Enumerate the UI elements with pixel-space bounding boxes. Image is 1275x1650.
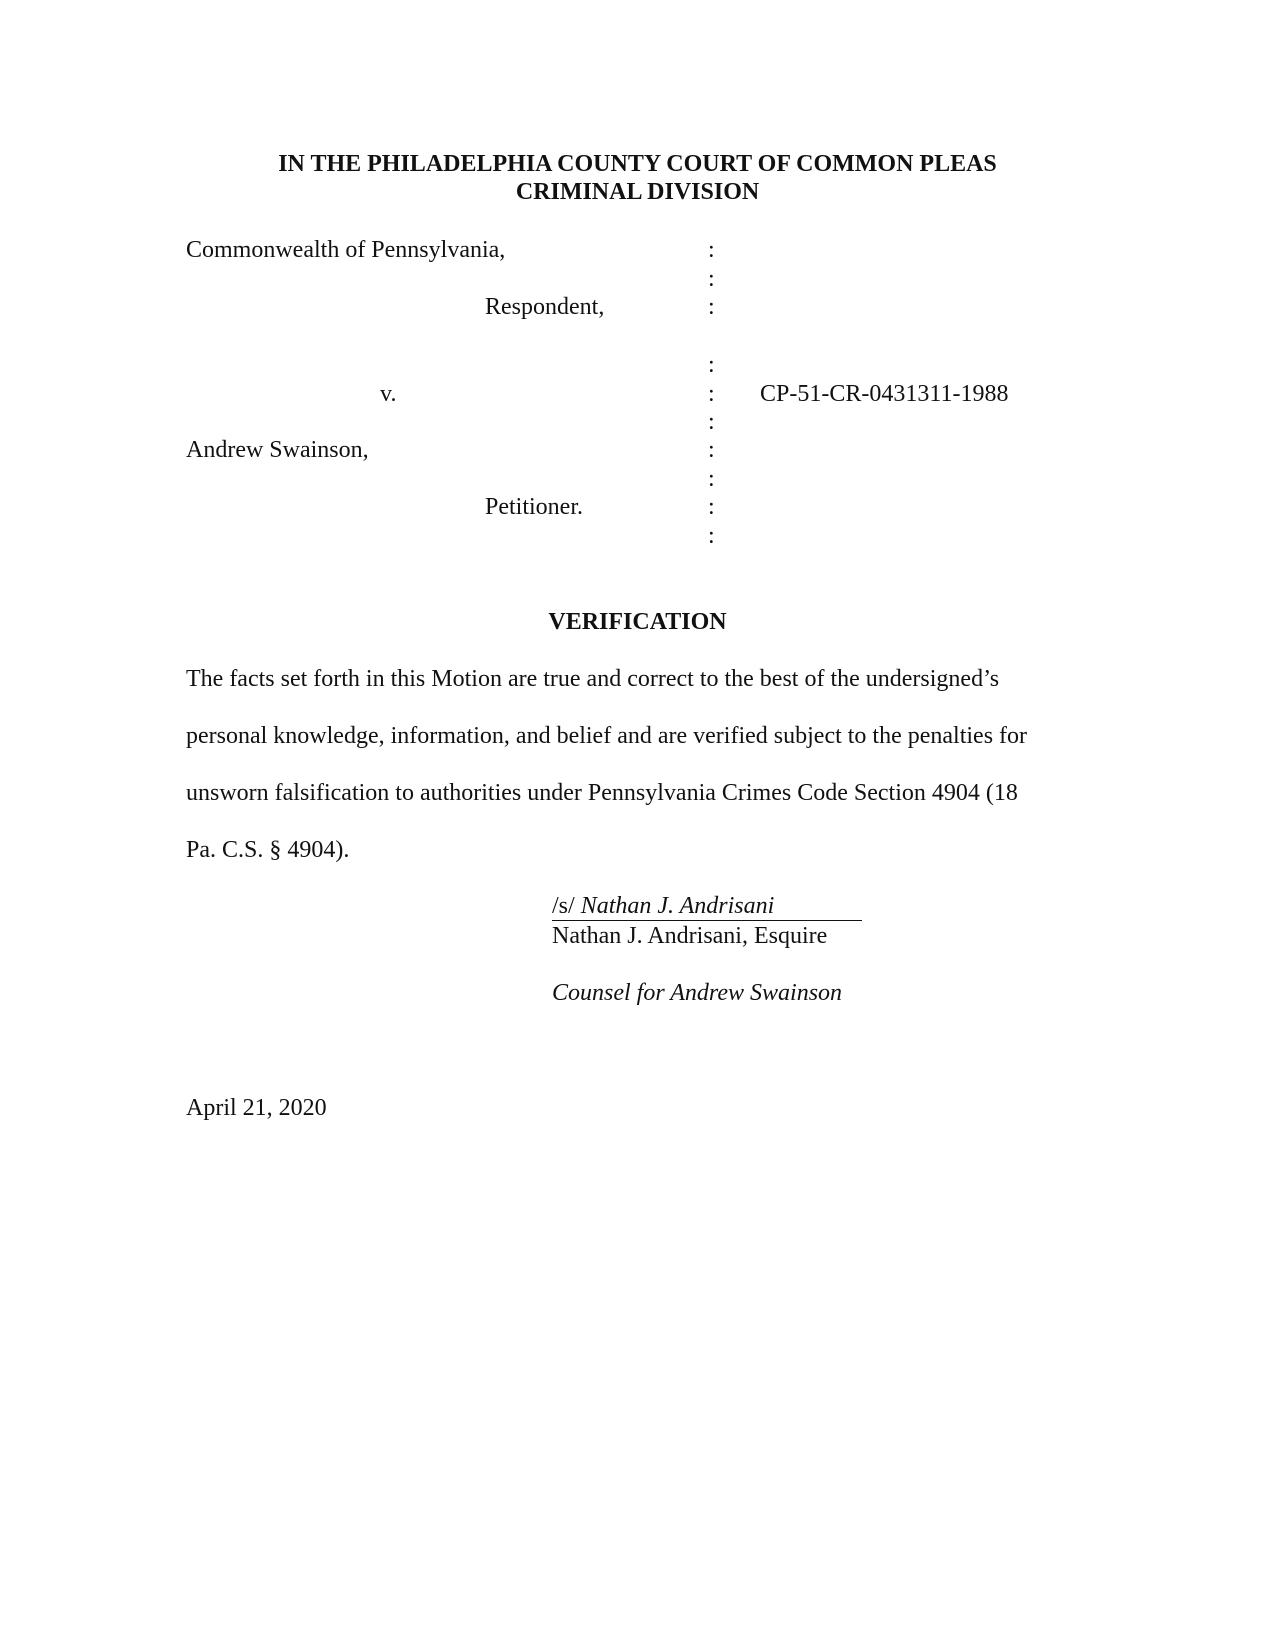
signature-name: Nathan J. Andrisani	[580, 893, 775, 919]
caption-separator: :	[708, 494, 715, 520]
document-date: April 21, 2020	[186, 1095, 327, 1121]
verification-line: Pa. C.S. § 4904).	[186, 837, 350, 863]
caption-separator: :	[708, 381, 715, 407]
signature-prefix: /s/	[552, 893, 575, 919]
case-number: CP-51-CR-0431311-1988	[760, 381, 1009, 407]
caption-separator: :	[708, 352, 715, 378]
defendant-name: Andrew Swainson,	[186, 437, 369, 463]
verification-line: unsworn falsification to authorities under Pennsylvania Crimes Code Section 4904 (18	[186, 780, 1018, 806]
caption-separator: :	[708, 523, 715, 549]
caption-separator: :	[708, 294, 715, 320]
verification-line: personal knowledge, information, and belief and are verified subject to the penalties for	[186, 723, 1028, 749]
plaintiff-name: Commonwealth of Pennsylvania,	[186, 237, 506, 263]
verification-heading: VERIFICATION	[548, 609, 727, 635]
caption-separator: :	[708, 266, 715, 292]
court-title: IN THE PHILADELPHIA COUNTY COURT OF COMMON PLEAS	[278, 151, 997, 177]
verification-line: The facts set forth in this Motion are true and correct to the best of the undersigned’s	[186, 666, 1000, 692]
court-division: CRIMINAL DIVISION	[515, 179, 760, 205]
caption-separator: :	[708, 466, 715, 492]
plaintiff-role: Respondent,	[485, 294, 605, 320]
caption-separator: :	[708, 437, 715, 463]
versus-label: v.	[380, 381, 397, 407]
caption-separator: :	[708, 237, 715, 263]
attorney-name: Nathan J. Andrisani, Esquire	[552, 923, 828, 949]
defendant-role: Petitioner.	[485, 494, 583, 520]
caption-separator: :	[708, 409, 715, 435]
attorney-role: Counsel for Andrew Swainson	[552, 980, 843, 1006]
signature-line	[552, 894, 862, 921]
